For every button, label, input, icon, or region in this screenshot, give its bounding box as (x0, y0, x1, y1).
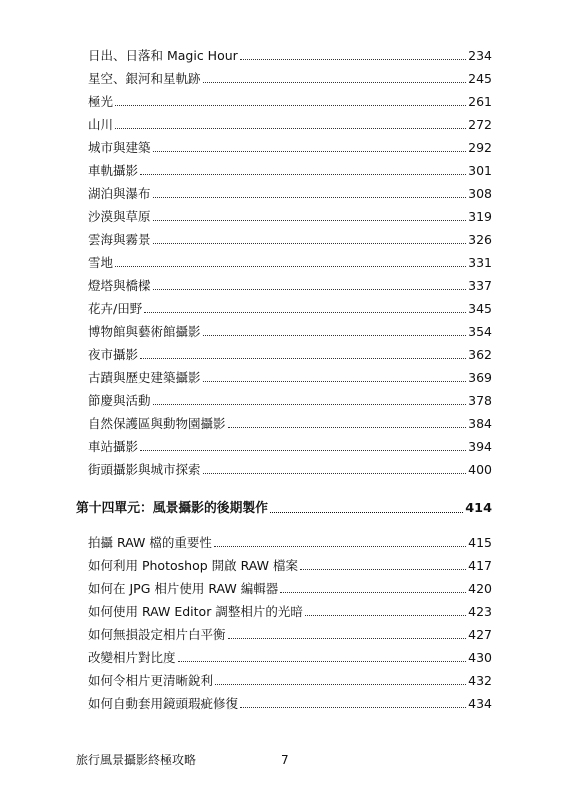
toc-entry-page: 378 (468, 393, 492, 408)
toc-entry (88, 113, 492, 133)
dot-leader (144, 312, 466, 313)
dot-leader (305, 615, 466, 616)
toc-entry-page: 319 (468, 209, 492, 224)
dot-leader (115, 266, 466, 267)
toc-entry (88, 412, 492, 432)
toc-entry (88, 623, 492, 643)
dot-leader (140, 174, 466, 175)
toc-entry (88, 458, 492, 478)
dot-leader (153, 151, 467, 152)
toc-entry-title: 博物館與藝術館攝影 (88, 324, 201, 339)
dot-leader (115, 128, 466, 129)
dot-leader (300, 569, 466, 570)
toc-entry-page: 301 (468, 163, 492, 178)
toc-entry-page: 331 (468, 255, 492, 270)
toc-entry-title: 車軌攝影 (88, 163, 139, 178)
toc-entry-title: 日出、日落和 Magic Hour (88, 48, 238, 63)
toc-entry (88, 159, 492, 179)
toc-entry-title: 夜市攝影 (88, 347, 139, 362)
toc-entry (88, 692, 492, 712)
toc-entry-page: 354 (468, 324, 492, 339)
dot-leader (280, 592, 466, 593)
toc-entry (88, 90, 492, 110)
toc-entry-title: 沙漠與草原 (88, 209, 151, 224)
toc-entry-title: 花卉/田野 (88, 301, 143, 316)
dot-leader (228, 427, 467, 428)
footer-book-title: 旅行風景攝影終極攻略 (76, 753, 197, 767)
toc-entry (88, 251, 492, 271)
toc-entry-page: 326 (468, 232, 492, 247)
toc-entry-title: 街頭攝影與城市探索 (88, 462, 201, 477)
toc-entry-page: 427 (468, 627, 492, 642)
toc-entry-page: 245 (468, 71, 492, 86)
toc-entry (88, 343, 492, 363)
dot-leader (153, 197, 467, 198)
toc-entry-page: 434 (468, 696, 492, 711)
toc-entry (88, 646, 492, 666)
footer-page-number: 7 (281, 753, 289, 767)
toc-entry-page: 417 (468, 558, 492, 573)
toc-entry-title: 節慶與活動 (88, 393, 151, 408)
toc-entry-title: 如何無損設定相片白平衡 (88, 627, 226, 642)
dot-leader (215, 684, 466, 685)
dot-leader (203, 381, 467, 382)
toc-entry-page: 423 (468, 604, 492, 619)
toc-entry-title: 拍攝 RAW 檔的重要性 (88, 535, 212, 550)
toc-entry-title: 星空、銀河和星軌跡 (88, 71, 201, 86)
toc-entry-page: 415 (468, 535, 492, 550)
toc-entry-title: 如何自動套用鏡頭瑕疵修復 (88, 696, 239, 711)
toc-entry (88, 320, 492, 340)
toc-entry-page: 394 (468, 439, 492, 454)
toc-entry-page: 369 (468, 370, 492, 385)
toc-entry-title: 改變相片對比度 (88, 650, 176, 665)
dot-leader (153, 289, 467, 290)
toc-entry-page: 420 (468, 581, 492, 596)
dot-leader (140, 450, 466, 451)
dot-leader (153, 243, 467, 244)
dot-leader (270, 512, 463, 513)
toc-entry-title: 車站攝影 (88, 439, 139, 454)
dot-leader (214, 546, 466, 547)
dot-leader (178, 661, 467, 662)
toc-entry-title: 如何利用 Photoshop 開啟 RAW 檔案 (88, 558, 298, 573)
dot-leader (153, 404, 467, 405)
toc-entry (88, 274, 492, 294)
toc-entry (88, 297, 492, 317)
toc-entry (88, 228, 492, 248)
toc-entry-page: 337 (468, 278, 492, 293)
dot-leader (240, 707, 466, 708)
toc-entry (88, 67, 492, 87)
toc-entry (88, 531, 492, 551)
toc-entry-title: 雲海與霧景 (88, 232, 151, 247)
toc-entry-page: 292 (468, 140, 492, 155)
dot-leader (203, 335, 467, 336)
toc-entry-title: 如何使用 RAW Editor 調整相片的光暗 (88, 604, 303, 619)
dot-leader (203, 82, 467, 83)
toc-entry-title: 如何令相片更清晰銳利 (88, 673, 214, 688)
toc-entry (88, 554, 492, 574)
toc-entry-page: 345 (468, 301, 492, 316)
toc-entry-title: 湖泊與瀑布 (88, 186, 151, 201)
toc-entry (88, 577, 492, 597)
toc-entry-page: 400 (468, 462, 492, 477)
toc-entry-page: 362 (468, 347, 492, 362)
toc-entry-title: 城市與建築 (88, 140, 151, 155)
toc-entry (88, 136, 492, 156)
toc-entry-title: 如何在 JPG 相片使用 RAW 編輯器 (88, 581, 279, 596)
toc-entry-page: 272 (468, 117, 492, 132)
toc-entry (88, 600, 492, 620)
toc-entry-title: 自然保護區與動物園攝影 (88, 416, 226, 431)
toc-entry-title: 燈塔與橋樑 (88, 278, 151, 293)
toc-entry (88, 389, 492, 409)
chapter-title: 第十四單元：風景攝影的後期製作 (76, 501, 268, 516)
toc-chapter-heading (76, 497, 492, 517)
toc-entry-page: 430 (468, 650, 492, 665)
dot-leader (140, 358, 466, 359)
toc-entry-page: 432 (468, 673, 492, 688)
toc-entry (88, 366, 492, 386)
dot-leader (228, 638, 467, 639)
toc-entry-page: 261 (468, 94, 492, 109)
dot-leader (115, 105, 466, 106)
toc-entry-title: 山川 (88, 117, 114, 132)
dot-leader (153, 220, 467, 221)
toc-entry-page: 308 (468, 186, 492, 201)
toc-entry (88, 205, 492, 225)
toc-entry-title: 極光 (88, 94, 114, 109)
toc-entry (88, 182, 492, 202)
toc-entry-title: 雪地 (88, 255, 114, 270)
toc-entry (88, 435, 492, 455)
toc-entry (88, 44, 492, 64)
dot-leader (240, 59, 466, 60)
chapter-page: 414 (465, 501, 492, 516)
toc-entry-title: 古蹟與歷史建築攝影 (88, 370, 201, 385)
toc-entry (88, 669, 492, 689)
toc-entry-page: 234 (468, 48, 492, 63)
dot-leader (203, 473, 467, 474)
toc-entry-page: 384 (468, 416, 492, 431)
